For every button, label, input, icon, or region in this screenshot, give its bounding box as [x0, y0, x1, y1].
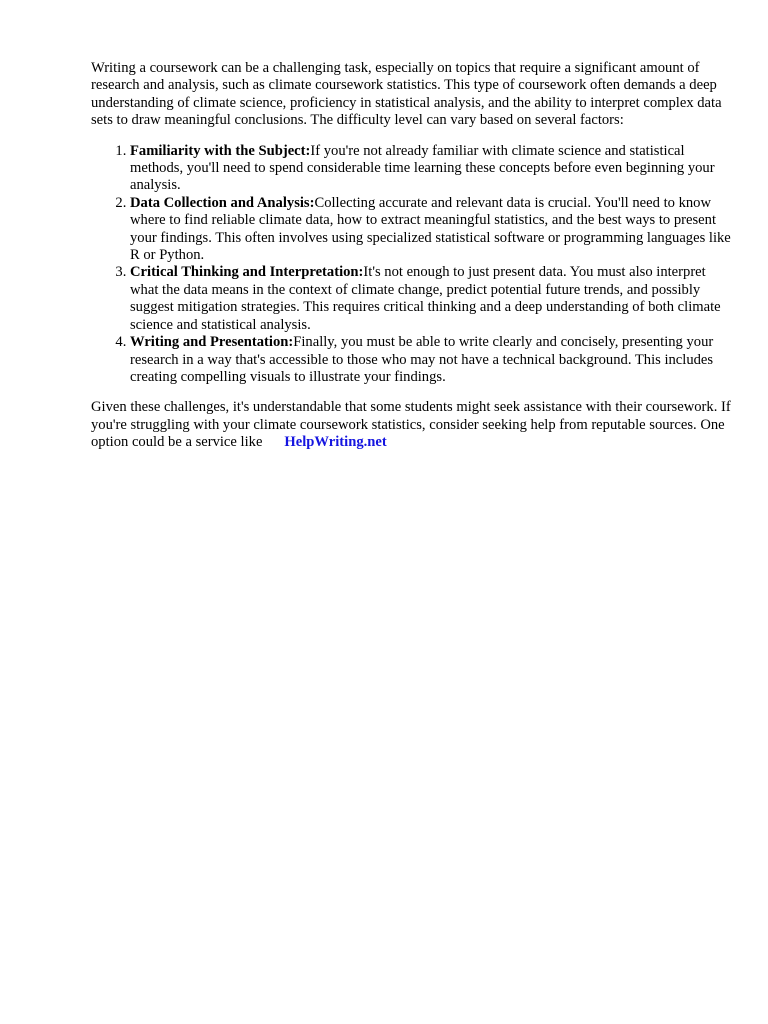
document-page — [91, 60, 731, 452]
list-item — [130, 195, 731, 265]
factor-text-data-collection: Collecting accurate and relevant data is crucial. You'll need to know where to find reliable climate data, how to extract meaningful statistics, and the best ways to present your findings. This often involves using specialized statistical software or programming languages like R or Python. — [130, 194, 731, 264]
factor-title-writing: Writing and Presentation: — [130, 334, 294, 351]
factor-text-familiarity: If you're not already familiar with climate science and statistical methods, you'll need to spend considerable time learning these concepts before even beginning your analysis. — [130, 142, 715, 194]
list-item — [130, 143, 731, 195]
closing-paragraph — [91, 399, 731, 451]
helpwriting-link[interactable]: HelpWriting.net — [284, 434, 387, 451]
list-item — [130, 264, 731, 334]
closing-text: Given these challenges, it's understandable that some students might seek assistance with their coursework. If you're struggling with your climate coursework statistics, consider seeking help from reputable sources. One option could be a service like — [91, 399, 731, 451]
intro-paragraph: Writing a coursework can be a challenging task, especially on topics that require a significant amount of research and analysis, such as climate coursework statistics. This type of coursework often demands a deep understanding of climate science, proficiency in statistical analysis, and the ability to interpret complex data sets to draw meaningful conclusions. The difficulty level can vary based on several factors: — [91, 60, 722, 129]
factor-title-familiarity: Familiarity with the Subject: — [130, 142, 311, 159]
list-item — [130, 334, 731, 386]
factors-list — [91, 143, 731, 387]
factor-text-critical-thinking: It's not enough to just present data. You must also interpret what the data means in the context of climate change, predict potential future trends, and possibly suggest mitigation strategies. This requires critical thinking and a deep understanding of both climate science and statistical analysis. — [130, 264, 721, 333]
factor-title-critical-thinking: Critical Thinking and Interpretation: — [130, 264, 364, 281]
factor-text-writing: Finally, you must be able to write clearly and concisely, presenting your research in a way that's accessible to those who may not have a technical background. This includes creating compelling visuals to illustrate your findings. — [130, 334, 714, 385]
factor-title-data-collection: Data Collection and Analysis: — [130, 194, 315, 211]
